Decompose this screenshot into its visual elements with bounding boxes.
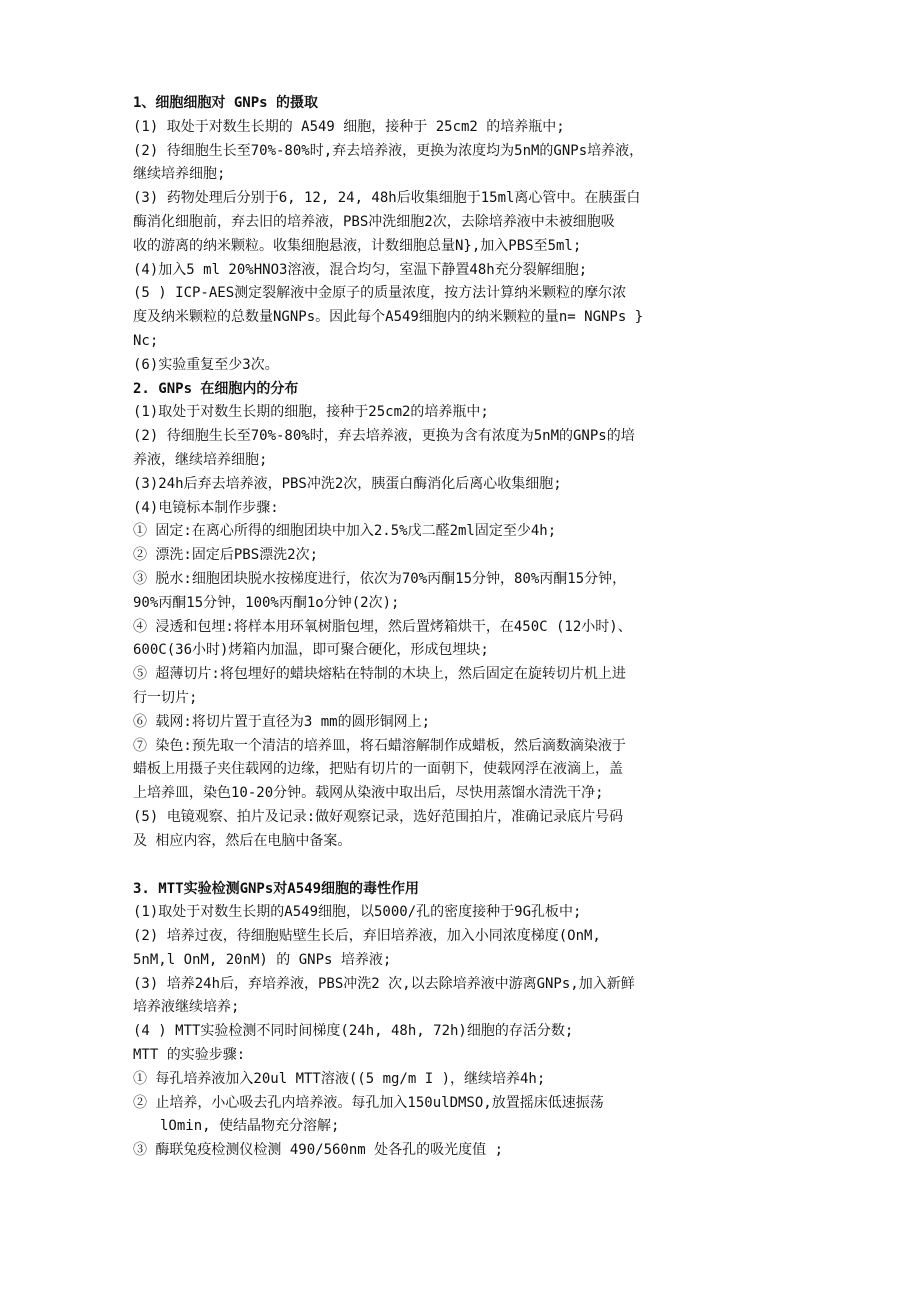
section-3-line: (2) 培养过夜，待细胞贴壁生长后，弃旧培养液，加入小同浓度梯度(OnM, bbox=[133, 928, 601, 945]
section-2-line: 蜡板上用摄子夹住载网的边缘，把贴有切片的一面朝下，使载网浮在液滴上，盖 bbox=[133, 761, 623, 778]
section-3-line: (3) 培养24h后，弃培养液，PBS冲洗2 次,以去除培养液中游离GNPs,加入新鲜 bbox=[133, 975, 635, 992]
section-2-line: ② 漂洗:固定后PBS漂洗2次; bbox=[133, 547, 319, 564]
section-1-line: (5 ) ICP-AES测定裂解液中金原子的质量浓度，按方法计算纳米颗粒的摩尔浓 bbox=[133, 285, 627, 302]
section-2-line: (4)电镜标本制作步骤: bbox=[133, 499, 279, 516]
section-1-line: (4)加入5 ml 20%HNO3溶液，混合均匀，室温下静置48h充分裂解细胞; bbox=[133, 261, 588, 278]
section-2-line: 90%丙酮15分钟，100%丙酮1o分钟(2次); bbox=[133, 594, 400, 611]
section-1-line: 收的游离的纳米颗粒。收集细胞悬液，计数细胞总量N},加入PBS至5ml; bbox=[133, 237, 582, 254]
section-1-line: (6)实验重复至少3次。 bbox=[133, 356, 279, 373]
section-2-line: ① 固定:在离心所得的细胞团块中加入2.5%戊二醛2ml固定至少4h; bbox=[133, 523, 557, 540]
section-1-heading: 1、细胞细胞对 GNPs 的摄取 bbox=[133, 95, 319, 111]
section-2-heading: 2. GNPs 在细胞内的分布 bbox=[133, 380, 299, 397]
section-3-line: ② 止培养，小心吸去孔内培养液。每孔加入150ulDMSO,放置摇床低速振荡 bbox=[133, 1094, 604, 1111]
section-3-line: (1)取处于对数生长期的A549细胞，以5000/孔的密度接种于9G孔板中; bbox=[133, 904, 582, 921]
section-2-line: 行一切片; bbox=[133, 689, 198, 706]
section-2-line: (5) 电镜观察、拍片及记录:做好观察记录，选好范围拍片，准确记录底片号码 bbox=[133, 808, 624, 825]
document-page bbox=[133, 92, 793, 1163]
section-3-line: 5nM,l OnM, 20nM) 的 GNPs 培养液; bbox=[133, 951, 392, 968]
section-2-line: 及 相应内容，然后在电脑中备案。 bbox=[133, 832, 352, 849]
section-1-line: 酶消化细胞前，弃去旧的培养液，PBS冲洗细胞2次，去除培养液中未被细胞吸 bbox=[133, 213, 615, 230]
section-3-line: ① 每孔培养液加入20ul MTT溶液((5 mg/m I )，继续培养4h; bbox=[133, 1070, 546, 1087]
section-2-line: ⑥ 载网:将切片置于直径为3 mm的圆形铜网上; bbox=[133, 713, 430, 730]
section-spacer bbox=[133, 854, 793, 878]
section-3-line: ③ 酶联兔疫检测仪检测 490/560nm 处各孔的吸光度值 ; bbox=[133, 1142, 504, 1159]
section-1-line: Nc; bbox=[133, 332, 159, 349]
section-1-line: (2) 待细胞生长至70%-80%时,弃去培养液，更换为浓度均为5nM的GNPs培养液， bbox=[133, 142, 644, 159]
section-2-line: (1)取处于对数生长期的细胞，接种于25cm2的培养瓶中; bbox=[133, 404, 489, 421]
section-2-line: ⑤ 超薄切片:将包埋好的蜡块熔粘在特制的木块上，然后固定在旋转切片机上进 bbox=[133, 666, 626, 683]
section-2-line: 上培养皿，染色10-20分钟。载网从染液中取出后，尽快用蒸馏水清洗干净; bbox=[133, 785, 604, 802]
section-2-line: ③ 脱水:细胞团块脱水按梯度进行，依次为70%丙酮15分钟，80%丙酮15分钟， bbox=[133, 570, 627, 587]
section-2-line: (2) 待细胞生长至70%-80%时，弃去培养液，更换为含有浓度为5nM的GNPs的培 bbox=[133, 428, 635, 445]
section-1-line: (1) 取处于对数生长期的 A549 细胞，接种于 25cm2 的培养瓶中; bbox=[133, 118, 565, 135]
section-2-line: ④ 浸透和包埋:将样本用环氧树脂包埋，然后置烤箱烘干，在450C (12小时)、 bbox=[133, 618, 632, 635]
section-1-line: (3) 药物处理后分别于6, 12, 24, 48h后收集细胞于15ml离心管中。在胰蛋白 bbox=[133, 190, 641, 207]
section-3-line: MTT 的实验步骤: bbox=[133, 1047, 246, 1064]
section-2-line: ⑦ 染色:预先取一个清洁的培养皿，将石蜡溶解制作成蜡板，然后滴数滴染液于 bbox=[133, 737, 626, 754]
section-2-line: (3)24h后弃去培养液，PBS冲洗2次，胰蛋白酶消化后离心收集细胞; bbox=[133, 475, 562, 492]
section-3-line: (4 ) MTT实验检测不同时间梯度(24h, 48h, 72h)细胞的存活分数; bbox=[133, 1023, 574, 1040]
section-3-line: 培养液继续培养; bbox=[133, 999, 240, 1016]
section-2-line: 600C(36小时)烤箱内加温，即可聚合硬化，形成包埋块; bbox=[133, 642, 489, 659]
section-2-line: 养液，继续培养细胞; bbox=[133, 451, 268, 468]
section-1-line: 度及纳米颗粒的总数量NGNPs。因此每个A549细胞内的纳米颗粒的量n= NGNPs } bbox=[133, 309, 644, 326]
section-3-line: lOmin, 使结晶物充分溶解; bbox=[160, 1118, 340, 1135]
section-1-line: 继续培养细胞; bbox=[133, 166, 226, 183]
section-3-heading: 3. MTT实验检测GNPs对A549细胞的毒性作用 bbox=[133, 880, 420, 897]
